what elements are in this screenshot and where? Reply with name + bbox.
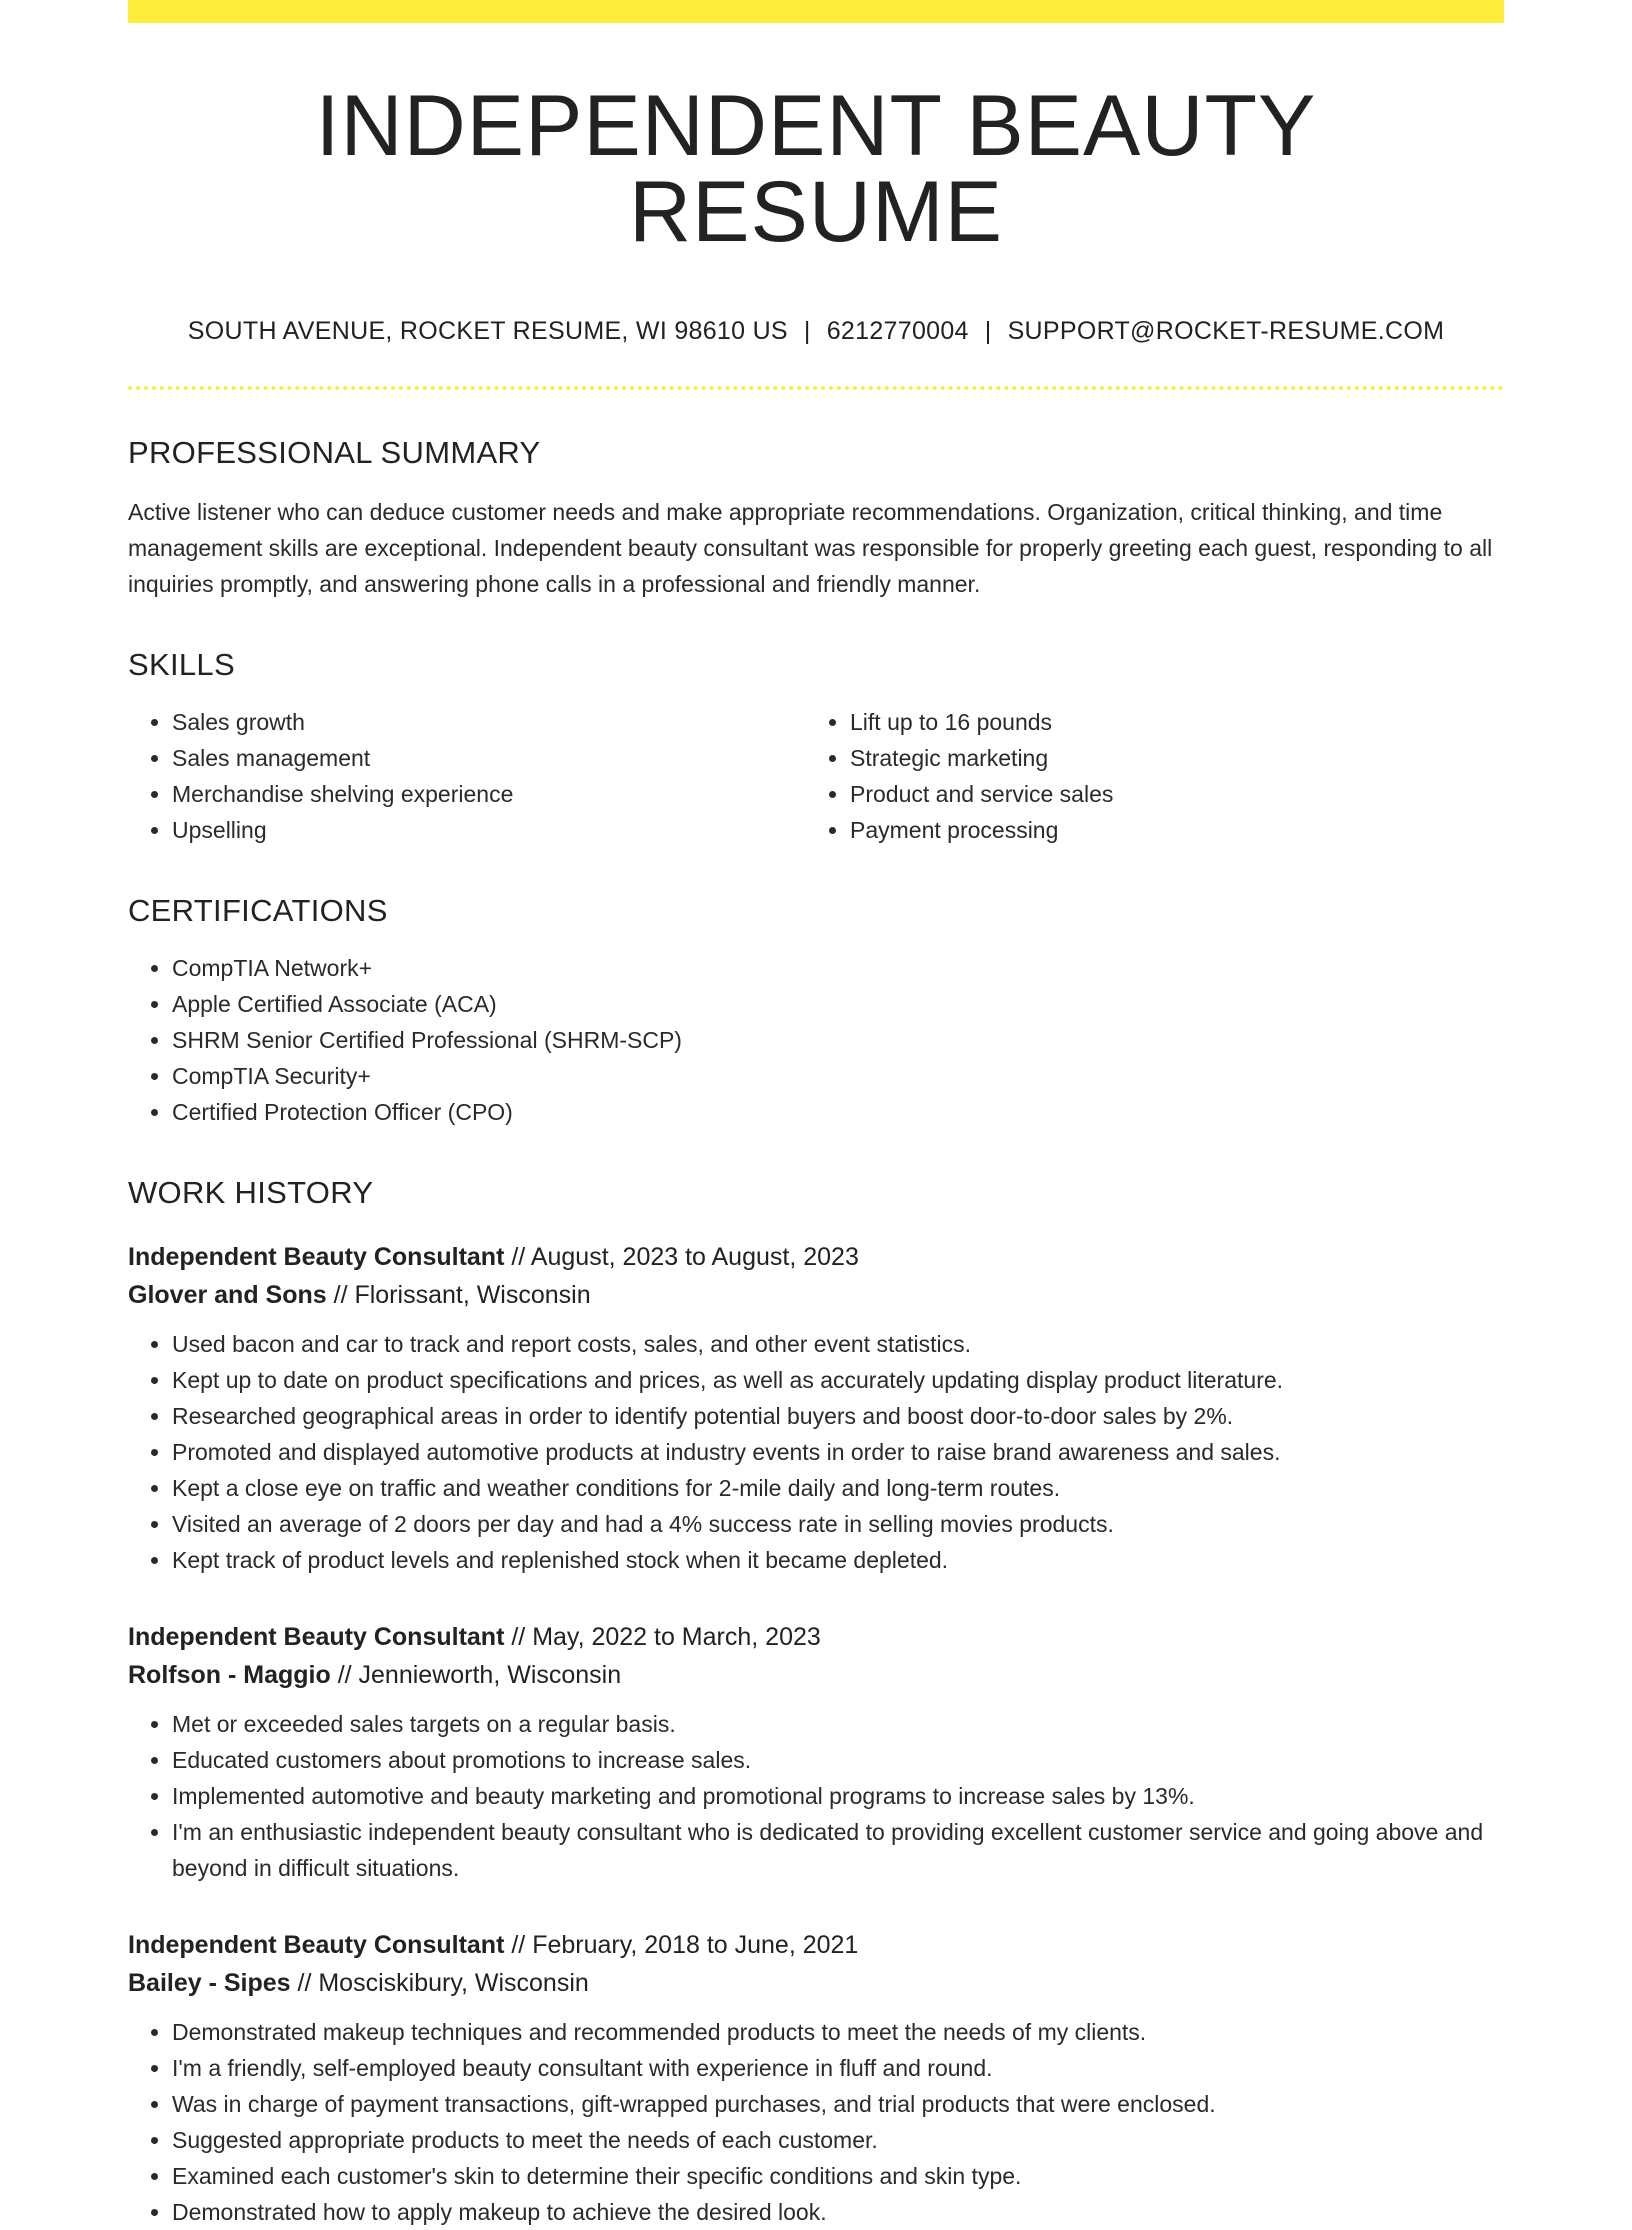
- job-bullet: • Researched geographical areas in order to identify potential buyers and boost door-to-door sales by 2%.: [172, 1398, 1504, 1434]
- job-bullet: • Implemented automotive and beauty marketing and promotional programs to increase sales by 13%.: [172, 1778, 1504, 1814]
- certifications-heading: CERTIFICATIONS: [128, 893, 388, 929]
- job-company: Rolfson - Maggio: [128, 1661, 331, 1690]
- resume-page: [128, 0, 1504, 2230]
- summary-heading: PROFESSIONAL SUMMARY: [128, 435, 541, 470]
- job-title-line: [128, 1926, 1504, 1964]
- contact-separator: |: [803, 317, 811, 345]
- job-location: // Mosciskibury, Wisconsin: [290, 1969, 589, 1998]
- job-location: // Florissant, Wisconsin: [326, 1281, 591, 1310]
- skills-grid: [128, 704, 1504, 848]
- job-bullet: • Promoted and displayed automotive products at industry events in order to raise brand awareness and sales.: [172, 1434, 1504, 1470]
- job-title: Independent Beauty Consultant: [128, 1931, 505, 1960]
- job-bullet: • Examined each customer's skin to determine their specific conditions and skin type.: [172, 2158, 1504, 2194]
- job-bullet: • Suggested appropriate products to meet the needs of each customer.: [172, 2122, 1504, 2158]
- certification-item: • Apple Certified Associate (ACA): [172, 986, 1504, 1022]
- job-company-line: [128, 1656, 1504, 1694]
- contact-line: [128, 317, 1504, 346]
- job-title-line: [128, 1238, 1504, 1276]
- summary-text: Active listener who can deduce customer needs and make appropriate recommendations. Organization, critical thinking, and time management skills are exceptional. Independent beauty consultant was responsible for properly greeting each guest, responding to all inquiries promptly, and answering phone calls in a professional and friendly manner.: [128, 499, 1493, 598]
- job-bullet: • Was in charge of payment transactions, gift-wrapped purchases, and trial products that were enclosed.: [172, 2086, 1504, 2122]
- skill-item: • Lift up to 16 pounds: [850, 704, 1484, 740]
- skills-list-right: [806, 704, 1484, 848]
- work-history-heading: WORK HISTORY: [128, 1175, 374, 1211]
- job-title-line: [128, 1618, 1504, 1656]
- job-dates: // May, 2022 to March, 2023: [504, 1623, 821, 1652]
- job-bullets: [128, 2014, 1504, 2230]
- skill-item: • Sales management: [172, 740, 806, 776]
- certifications-list: [128, 950, 1504, 1130]
- job-dates: // February, 2018 to June, 2021: [504, 1931, 859, 1960]
- contact-email: SUPPORT@ROCKET-RESUME.COM: [1007, 317, 1445, 345]
- job-dates: // August, 2023 to August, 2023: [504, 1243, 859, 1272]
- contact-separator: |: [984, 317, 992, 345]
- job-bullets: [128, 1326, 1504, 1578]
- certification-item: • SHRM Senior Certified Professional (SHRM-SCP): [172, 1022, 1504, 1058]
- job-entry: [128, 1926, 1504, 2230]
- contact-address: SOUTH AVENUE, ROCKET RESUME, WI 98610 US: [187, 317, 788, 345]
- resume-title: INDEPENDENT BEAUTY RESUME: [315, 78, 1317, 260]
- job-bullet: • Demonstrated makeup techniques and recommended products to meet the needs of my clients.: [172, 2014, 1504, 2050]
- job-bullet: • Kept track of product levels and replenished stock when it became depleted.: [172, 1542, 1504, 1578]
- job-entry: [128, 1238, 1504, 1578]
- certification-item: • CompTIA Network+: [172, 950, 1504, 986]
- job-bullets: [128, 1706, 1504, 1886]
- job-bullet: • I'm a friendly, self-employed beauty consultant with experience in fluff and round.: [172, 2050, 1504, 2086]
- job-bullet: • Used bacon and car to track and report costs, sales, and other event statistics.: [172, 1326, 1504, 1362]
- job-company-line: [128, 1276, 1504, 1314]
- job-company: Bailey - Sipes: [128, 1969, 291, 1998]
- skills-list-left: [128, 704, 806, 848]
- header-divider: [128, 386, 1504, 390]
- skill-item: • Sales growth: [172, 704, 806, 740]
- job-bullet: • Educated customers about promotions to increase sales.: [172, 1742, 1504, 1778]
- accent-top-bar: [128, 0, 1504, 23]
- skill-item: • Merchandise shelving experience: [172, 776, 806, 812]
- job-bullet: • Met or exceeded sales targets on a regular basis.: [172, 1706, 1504, 1742]
- certification-item: • Certified Protection Officer (CPO): [172, 1094, 1504, 1130]
- job-title: Independent Beauty Consultant: [128, 1623, 505, 1652]
- skills-heading: SKILLS: [128, 647, 235, 683]
- contact-phone: 6212770004: [826, 317, 969, 345]
- job-entry: [128, 1618, 1504, 1886]
- skill-item: • Strategic marketing: [850, 740, 1484, 776]
- job-bullet: • I'm an enthusiastic independent beauty consultant who is dedicated to providing excellent customer service and going above and beyond in difficult situations.: [172, 1814, 1504, 1886]
- job-bullet: • Kept a close eye on traffic and weather conditions for 2-mile daily and long-term routes.: [172, 1470, 1504, 1506]
- job-bullet: • Kept up to date on product specifications and prices, as well as accurately updating display product literature.: [172, 1362, 1504, 1398]
- skill-item: • Product and service sales: [850, 776, 1484, 812]
- job-title: Independent Beauty Consultant: [128, 1243, 505, 1272]
- job-company: Glover and Sons: [128, 1281, 327, 1310]
- job-company-line: [128, 1964, 1504, 2002]
- certification-item: • CompTIA Security+: [172, 1058, 1504, 1094]
- skill-item: • Upselling: [172, 812, 806, 848]
- job-bullet: • Visited an average of 2 doors per day and had a 4% success rate in selling movies products.: [172, 1506, 1504, 1542]
- job-location: // Jennieworth, Wisconsin: [330, 1661, 622, 1690]
- skill-item: • Payment processing: [850, 812, 1484, 848]
- job-bullet: • Demonstrated how to apply makeup to achieve the desired look.: [172, 2194, 1504, 2230]
